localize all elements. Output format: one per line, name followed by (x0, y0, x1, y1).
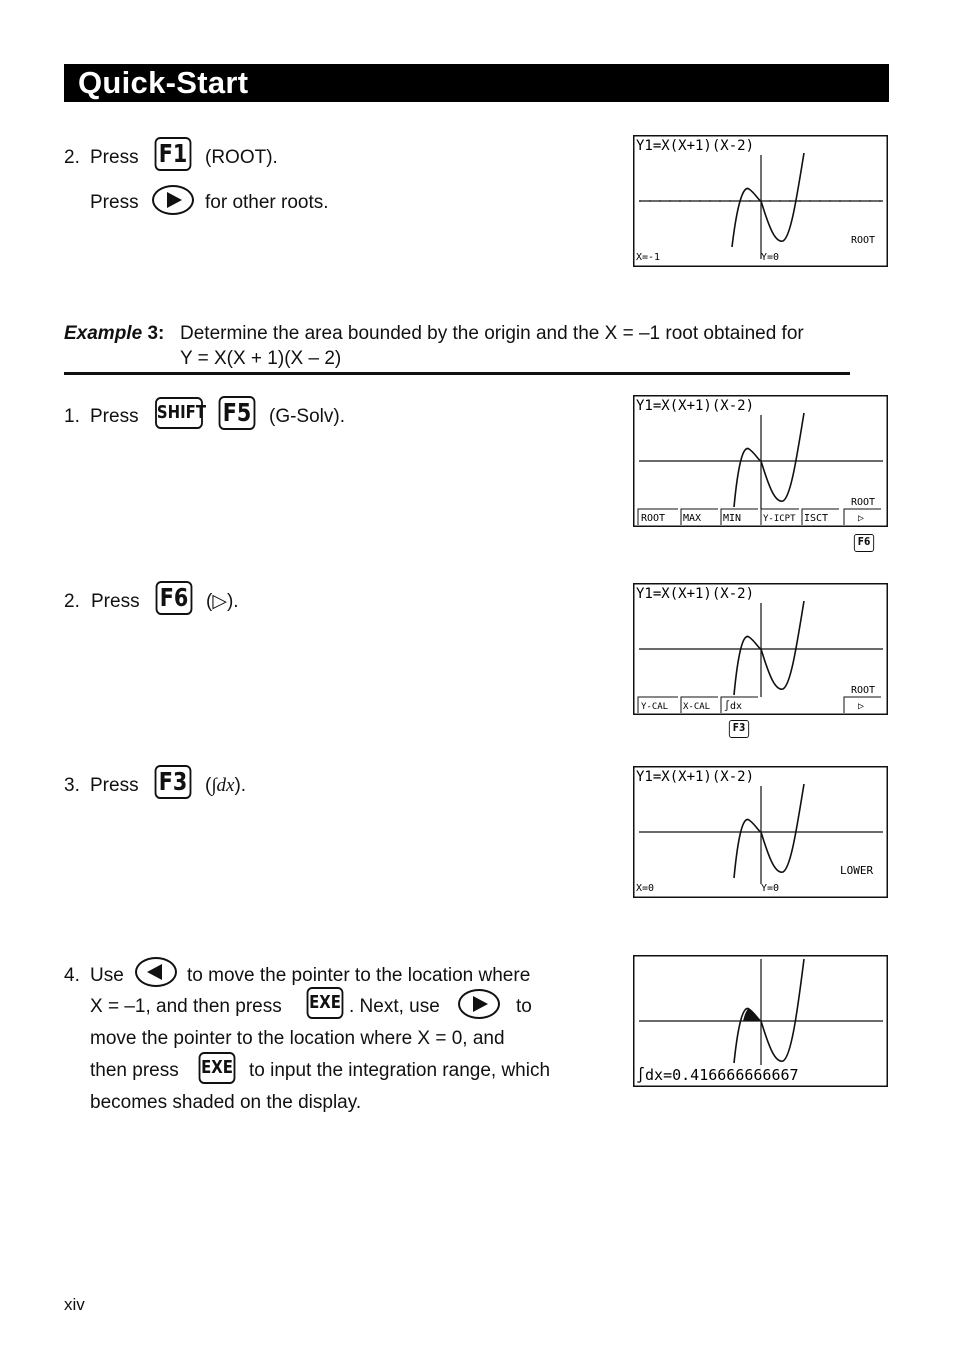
integral-result: ∫dx=0.416666666667 (636, 1066, 799, 1084)
menu-root: ROOT (641, 513, 666, 524)
screen-title: Y1=X(X+1)(X-2) (636, 586, 755, 602)
step-text: Press (90, 406, 139, 427)
step-text: Press (90, 192, 139, 213)
step-text: . Next, use (349, 996, 440, 1017)
screen-label: ROOT (851, 235, 876, 246)
step-text: then press (90, 1060, 179, 1081)
menu-integral: ∫dx (724, 701, 743, 712)
right-arrow-key-icon (458, 989, 500, 1019)
f6-key: F6 (156, 581, 193, 615)
step-text: Press (90, 775, 139, 796)
step-text: Press (91, 591, 140, 612)
screen-graph (633, 583, 888, 715)
f3-key-hint: F3 (729, 720, 749, 738)
step-number: 3. (64, 775, 80, 796)
step-text: Press (90, 147, 139, 168)
screen-label: ROOT (851, 685, 876, 696)
f5-key: F5 (219, 396, 256, 430)
paren-open: ( (205, 775, 212, 796)
x-readout: X=-1 (636, 252, 661, 263)
exe-key: EXE (307, 987, 344, 1019)
calculator-screen-root (633, 135, 888, 267)
step-text: becomes shaded on the display. (90, 1092, 362, 1113)
example-equation: Y = X(X + 1)(X – 2) (180, 348, 342, 369)
section-banner (64, 64, 889, 102)
page-title: Quick-Start (78, 65, 249, 100)
step-text: X = –1, and then press (90, 996, 282, 1017)
step-number: 4. (64, 965, 80, 986)
f3-key: F3 (155, 765, 192, 799)
step-number: 1. (64, 406, 80, 427)
example-divider (64, 372, 850, 375)
f6-key-hint: F6 (854, 534, 874, 552)
menu-max: MAX (683, 513, 702, 524)
screen-graph (633, 766, 888, 898)
screen-label: ROOT (851, 497, 876, 508)
y-readout: Y=0 (761, 883, 780, 894)
menu-y-icpt: Y-ICPT (763, 514, 796, 524)
integral-symbol: ∫ (211, 775, 217, 796)
menu-min: MIN (723, 513, 742, 524)
right-arrow-key-icon (152, 185, 194, 215)
screen-title: Y1=X(X+1)(X-2) (636, 138, 755, 154)
calculator-screen-lower (633, 766, 888, 898)
step-text: Use (90, 965, 124, 986)
step-number: 2. (64, 147, 80, 168)
menu-y-cal: Y-CAL (641, 702, 669, 712)
step-text: to move the pointer to the location where (187, 965, 531, 986)
example-heading (64, 322, 164, 346)
example-number: 3: (147, 323, 165, 344)
step-text: to (516, 996, 532, 1017)
f1-key: F1 (155, 137, 192, 171)
example-description: Determine the area bounded by the origin and the X = –1 root obtained for (180, 323, 804, 344)
menu-more: ▷ (858, 513, 865, 524)
menu-more: ▷ (858, 701, 865, 712)
exe-key: EXE (199, 1052, 236, 1084)
step-text: (ROOT). (205, 147, 278, 168)
page-number: xiv (64, 1295, 85, 1314)
step-text: to input the integration range, which (249, 1060, 551, 1081)
screen-title: Y1=X(X+1)(X-2) (636, 398, 755, 414)
screen-graph (633, 955, 888, 1087)
example-label: Example (64, 323, 143, 344)
shift-key: SHIFT (155, 397, 203, 429)
menu-isct: ISCT (804, 513, 829, 524)
calculator-screen-result (633, 955, 888, 1087)
screen-title: Y1=X(X+1)(X-2) (636, 769, 755, 785)
step-number: 2. (64, 591, 80, 612)
step-text: (▷). (206, 591, 239, 612)
paren-close: ). (234, 775, 247, 796)
screen-label: LOWER (840, 864, 874, 877)
menu-x-cal: X-CAL (683, 702, 711, 712)
calculator-screen-integral-menu (633, 583, 888, 715)
step-text (205, 774, 246, 798)
step-text: move the pointer to the location where X = 0, and (90, 1028, 505, 1049)
dx-symbol: dx (216, 775, 235, 796)
y-readout: Y=0 (761, 252, 780, 263)
screen-graph (633, 395, 888, 527)
step-text: (G-Solv). (269, 406, 345, 427)
calculator-screen-gsolv-menu (633, 395, 888, 527)
step-text: for other roots. (205, 192, 329, 213)
screen-graph (633, 135, 888, 267)
left-arrow-key-icon (135, 957, 177, 987)
x-readout: X=0 (636, 883, 655, 894)
